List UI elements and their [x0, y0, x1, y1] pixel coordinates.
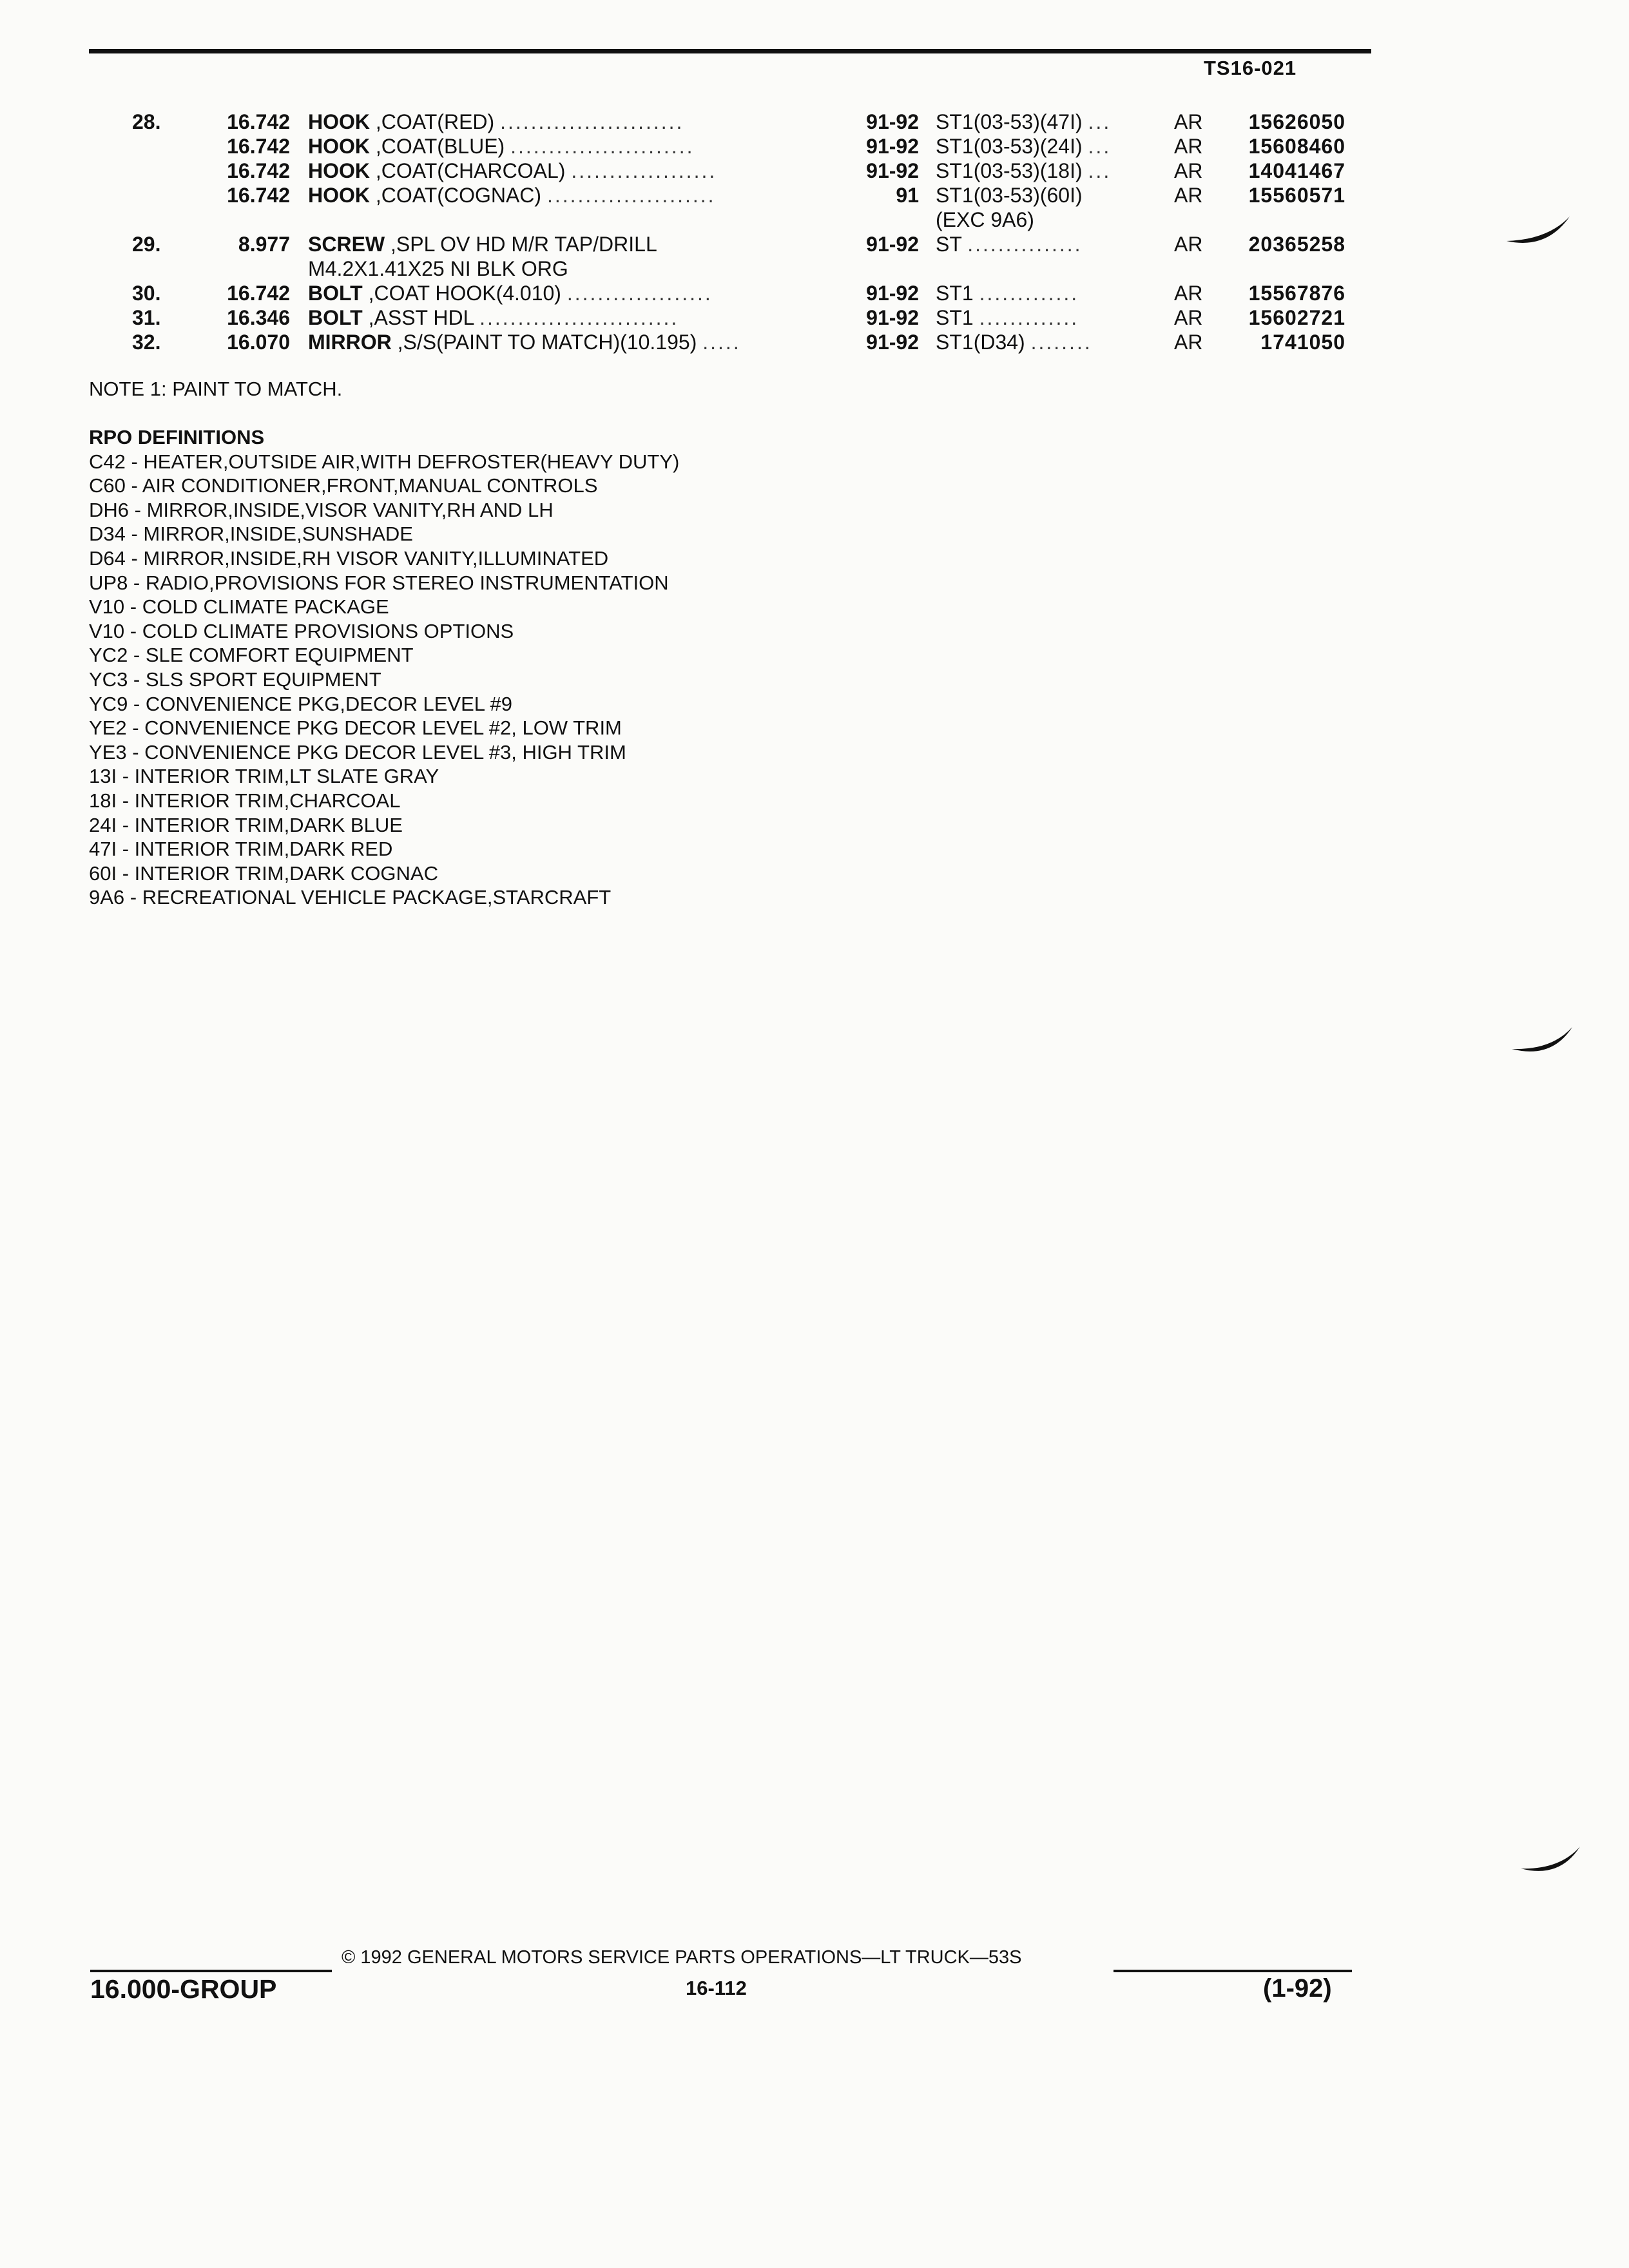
part-detail: ,S/S(PAINT TO MATCH)(10.195): [397, 331, 697, 354]
rpo-item: C42 - HEATER,OUTSIDE AIR,WITH DEFROSTER(HEAVY DUTY): [89, 450, 680, 473]
top-rule: [89, 49, 1371, 53]
group-number: 16.742: [227, 110, 290, 133]
leader-dots: ........................: [510, 135, 695, 158]
leader-dots: ......................: [546, 184, 716, 207]
part-detail: ,COAT HOOK(4.010): [368, 282, 561, 305]
part-detail: ,COAT(CHARCOAL): [375, 159, 566, 182]
rpo-item: YC3 - SLS SPORT EQUIPMENT: [89, 668, 381, 691]
part-number: 1741050: [1260, 331, 1345, 354]
part-detail-continued: M4.2X1.41X25 NI BLK ORG: [308, 257, 568, 280]
group-number: 8.977: [238, 233, 290, 256]
parts-list: [0, 110, 1629, 354]
part-description: [308, 330, 833, 354]
part-number: 15626050: [1248, 110, 1345, 133]
rpo-heading: RPO DEFINITIONS: [89, 426, 265, 448]
model-years: 91-92: [866, 282, 919, 305]
part-row: [0, 330, 1629, 354]
rpo-item: 9A6 - RECREATIONAL VEHICLE PACKAGE,STARCRAFT: [89, 886, 612, 909]
usage-code: [936, 183, 1155, 231]
usage-exception: (EXC 9A6): [936, 208, 1034, 231]
rpo-item: 60I - INTERIOR TRIM,DARK COGNAC: [89, 861, 438, 885]
part-name: BOLT: [308, 282, 363, 305]
usage-code: [936, 281, 1155, 305]
usage-code: [936, 134, 1155, 159]
part-number: 14041467: [1248, 159, 1345, 182]
page-number: 16-112: [686, 1977, 747, 1999]
model-years: 91-92: [866, 306, 919, 329]
part-name: BOLT: [308, 306, 363, 329]
part-name: HOOK: [308, 110, 370, 133]
model-years: 91-92: [866, 233, 919, 256]
usage-text: ST1(03-53)(47I): [936, 110, 1083, 133]
part-number: 15567876: [1248, 282, 1345, 305]
rpo-item: YE2 - CONVENIENCE PKG DECOR LEVEL #2, LOW TRIM: [89, 716, 622, 740]
item-number: 32.: [132, 331, 161, 354]
part-name: HOOK: [308, 184, 370, 207]
note-paint-to-match: NOTE 1: PAINT TO MATCH.: [89, 378, 343, 400]
rpo-item: YC9 - CONVENIENCE PKG,DECOR LEVEL #9: [89, 692, 512, 715]
rpo-item: UP8 - RADIO,PROVISIONS FOR STEREO INSTRUMENTATION: [89, 571, 669, 594]
part-row: [0, 281, 1629, 305]
model-years: 91: [896, 184, 919, 207]
part-number: 15608460: [1248, 135, 1345, 158]
rpo-definitions: [89, 425, 679, 910]
part-row: [0, 232, 1629, 281]
part-number: 15560571: [1248, 184, 1345, 207]
leader-dots: ...............: [967, 233, 1083, 256]
item-number: 30.: [132, 282, 161, 305]
usage-text: ST: [936, 233, 962, 256]
quantity: AR: [1174, 306, 1203, 329]
usage-text: ST1: [936, 306, 974, 329]
rpo-item: 47I - INTERIOR TRIM,DARK RED: [89, 838, 393, 861]
part-name: MIRROR: [308, 331, 392, 354]
rpo-item: D64 - MIRROR,INSIDE,RH VISOR VANITY,ILLUMINATED: [89, 546, 609, 570]
part-description: [308, 305, 833, 330]
usage-text: ST1(03-53)(18I): [936, 159, 1083, 182]
usage-text: ST1: [936, 282, 974, 305]
part-name: HOOK: [308, 135, 370, 158]
part-description: [308, 110, 833, 134]
part-row: [0, 305, 1629, 330]
group-number: 16.742: [227, 184, 290, 207]
rpo-item: V10 - COLD CLIMATE PACKAGE: [89, 595, 389, 619]
part-number: 20365258: [1248, 233, 1345, 256]
quantity: AR: [1174, 233, 1203, 256]
rpo-item: YE3 - CONVENIENCE PKG DECOR LEVEL #3, HIGH TRIM: [89, 740, 626, 764]
part-description: [308, 281, 833, 305]
rpo-item: V10 - COLD CLIMATE PROVISIONS OPTIONS: [89, 619, 514, 642]
model-years: 91-92: [866, 110, 919, 133]
part-description: [308, 183, 833, 207]
usage-code: [936, 110, 1155, 134]
quantity: AR: [1174, 184, 1203, 207]
leader-dots: ...................: [566, 282, 713, 305]
group-number: 16.742: [227, 282, 290, 305]
rpo-item: YC2 - SLE COMFORT EQUIPMENT: [89, 644, 414, 667]
group-number: 16.346: [227, 306, 290, 329]
part-detail: ,COAT(COGNAC): [375, 184, 542, 207]
usage-code: [936, 305, 1155, 330]
quantity: AR: [1174, 110, 1203, 133]
part-detail: ,ASST HDL: [368, 306, 474, 329]
footer-group-label: 16.000-GROUP: [90, 1974, 277, 2004]
quantity: AR: [1174, 135, 1203, 158]
footer-copyright: © 1992 GENERAL MOTORS SERVICE PARTS OPERATIONS—LT TRUCK—53S: [342, 1947, 1022, 1968]
quantity: AR: [1174, 331, 1203, 354]
part-name: SCREW: [308, 233, 385, 256]
leader-dots: ........................: [500, 110, 684, 133]
model-years: 91-92: [866, 135, 919, 158]
model-years: 91-92: [866, 159, 919, 182]
group-number: 16.742: [227, 159, 290, 182]
leader-dots: .............: [979, 306, 1079, 329]
part-number: 15602721: [1248, 306, 1345, 329]
usage-code: [936, 330, 1155, 354]
part-detail: ,COAT(RED): [375, 110, 495, 133]
group-number: 16.742: [227, 135, 290, 158]
leader-dots: ...: [1088, 110, 1112, 133]
item-number: 31.: [132, 306, 161, 329]
usage-code: [936, 159, 1155, 183]
rpo-item: D34 - MIRROR,INSIDE,SUNSHADE: [89, 523, 413, 546]
part-detail: ,COAT(BLUE): [375, 135, 505, 158]
footer-rule-right: [1113, 1970, 1352, 1972]
model-years: 91-92: [866, 331, 919, 354]
part-name: HOOK: [308, 159, 370, 182]
quantity: AR: [1174, 282, 1203, 305]
leader-dots: ........: [1030, 331, 1092, 354]
usage-text: ST1(D34): [936, 331, 1025, 354]
part-row: [0, 159, 1629, 183]
leader-dots: .............: [979, 282, 1079, 305]
usage-code: [936, 232, 1155, 256]
document-code: TS16-021: [1204, 57, 1297, 79]
leader-dots: ...: [1088, 135, 1112, 158]
group-number: 16.070: [227, 331, 290, 354]
part-description: [308, 159, 833, 183]
part-row: [0, 134, 1629, 159]
footer-rule-left: [90, 1970, 332, 1972]
part-row: [0, 110, 1629, 134]
quantity: AR: [1174, 159, 1203, 182]
part-detail: ,SPL OV HD M/R TAP/DRILL: [390, 233, 657, 256]
usage-text: ST1(03-53)(60I): [936, 184, 1083, 207]
rpo-item: DH6 - MIRROR,INSIDE,VISOR VANITY,RH AND LH: [89, 498, 554, 521]
leader-dots: ...................: [571, 159, 717, 182]
item-number: 28.: [132, 110, 161, 133]
rpo-item: 24I - INTERIOR TRIM,DARK BLUE: [89, 813, 403, 836]
rpo-item: 13I - INTERIOR TRIM,LT SLATE GRAY: [89, 765, 439, 788]
rpo-item: 18I - INTERIOR TRIM,CHARCOAL: [89, 789, 401, 812]
part-description: [308, 134, 833, 159]
binder-mark-bottom: [1521, 1847, 1580, 1871]
part-row: [0, 183, 1629, 232]
item-number: 29.: [132, 233, 161, 256]
rpo-item: C60 - AIR CONDITIONER,FRONT,MANUAL CONTROLS: [89, 474, 598, 497]
revision-date: (1-92): [1263, 1974, 1332, 2003]
usage-text: ST1(03-53)(24I): [936, 135, 1083, 158]
binder-mark-middle: [1512, 1027, 1572, 1052]
leader-dots: ..........................: [479, 306, 679, 329]
leader-dots: .....: [702, 331, 741, 354]
part-description: [308, 232, 833, 280]
leader-dots: ...: [1088, 159, 1112, 182]
